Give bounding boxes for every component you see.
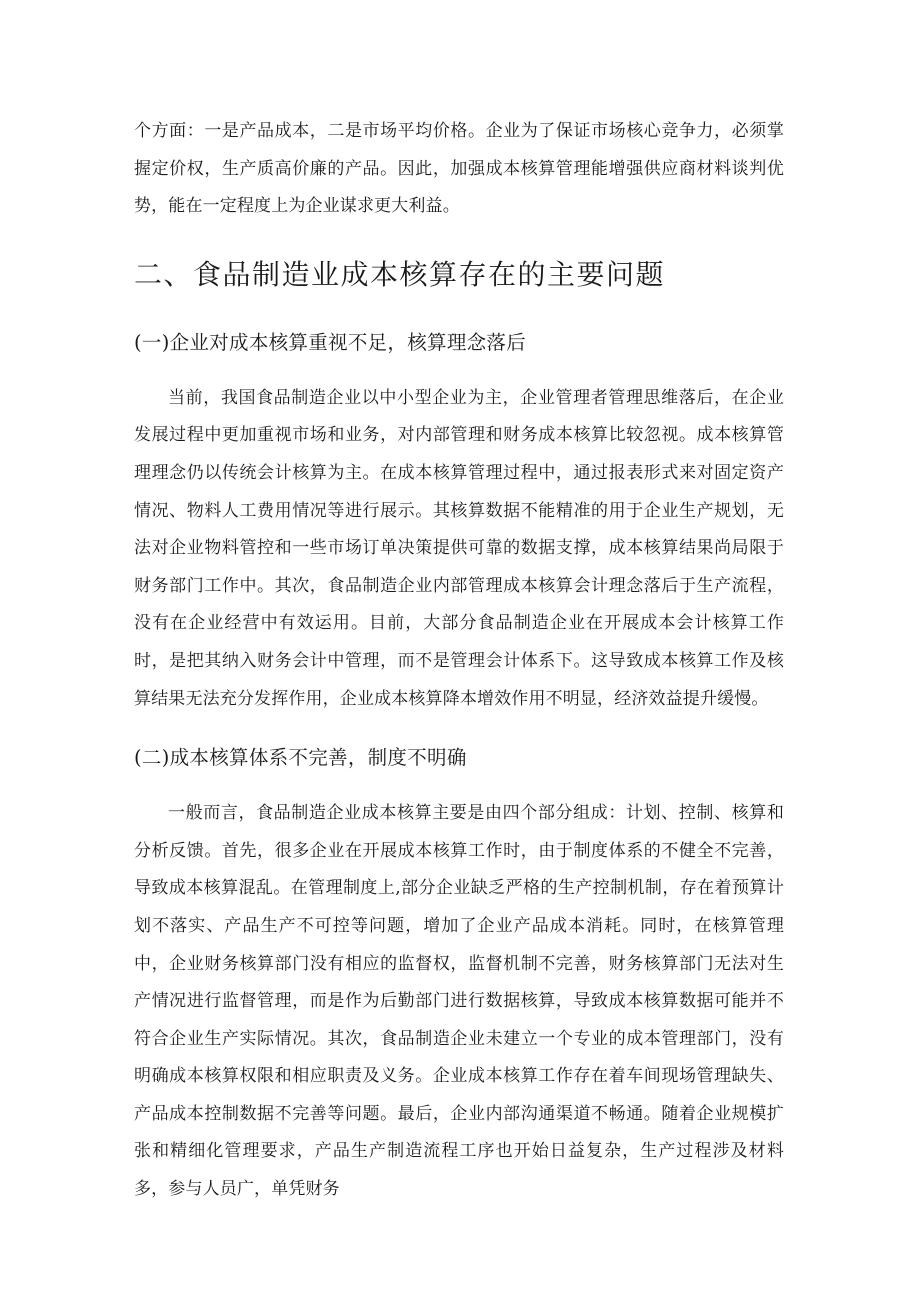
subsection-paragraph-1: 当前，我国食品制造企业以中小型企业为主，企业管理者管理思维落后，在企业发展过程中更加重视市场和业务，对内部管理和财务成本核算比较忽视。成本核算管理理念仍以传统会计核算为主。在成本核算管理过程中，通过报表形式来对固定资产情况、物料人工费用情况等进行展示。其核算数据不能精准的用于企业生产规划，无法对企业物料管控和一些市场订单决策提供可靠的数据支撑，成本核算结果尚局限于财务部门工作中。其次，食品制造企业内部管理成本核算会计理念落后于生产流程，没有在企业经营中有效运用。目前，大部分食品制造企业在开展成本会计核算工作时，是把其纳入财务会计中管理，而不是管理会计体系下。这导致成本核算工作及核算结果无法充分发挥作用，企业成本核算降本增效作用不明显，经济效益提升缓慢。 xyxy=(134,387,784,709)
subsection-paragraph-2: 一般而言，食品制造企业成本核算主要是由四个部分组成：计划、控制、核算和分析反馈。首先，很多企业在开展成本核算工作时，由于制度体系的不健全不完善，导致成本核算混乱。在管理制度上,部分企业缺乏严格的生产控制机制，存在着预算计划不落实、产品生产不可控等问题，增加了企业产品成本消耗。同时，在核算管理中，企业财务核算部门没有相应的监督权，监督机制不完善，财务核算部门无法对生产情况进行监督管理，而是作为后勤部门进行数据核算，导致成本核算数据可能并不符合企业生产实际情况。其次，食品制造企业未建立一个专业的成本管理部门，没有明确成本核算权限和相应职责及义务。企业成本核算工作存在着车间现场管理缺失、产品成本控制数据不完善等问题。最后，企业内部沟通渠道不畅通。随着企业规模扩张和精细化管理要求，产品生产制造流程工序也开始日益复杂，生产过程涉及材料多，参与人员广，单凭财务 xyxy=(134,803,784,1200)
document-body xyxy=(134,113,784,1209)
intro-paragraph: 个方面：一是产品成本，二是市场平均价格。企业为了保证市场核心竞争力，必须掌握定价权，生产质高价廉的产品。因此，加强成本核算管理能增强供应商材料谈判优势，能在一定程度上为企业谋求更大利益。 xyxy=(134,121,784,217)
subsection-heading-2: (二)成本核算体系不完善，制度不明确 xyxy=(134,746,467,770)
section-heading: 二、食品制造业成本核算存在的主要问题 xyxy=(134,257,666,291)
subsection-heading-1: (一)企业对成本核算重视不足，核算理念落后 xyxy=(134,330,527,354)
